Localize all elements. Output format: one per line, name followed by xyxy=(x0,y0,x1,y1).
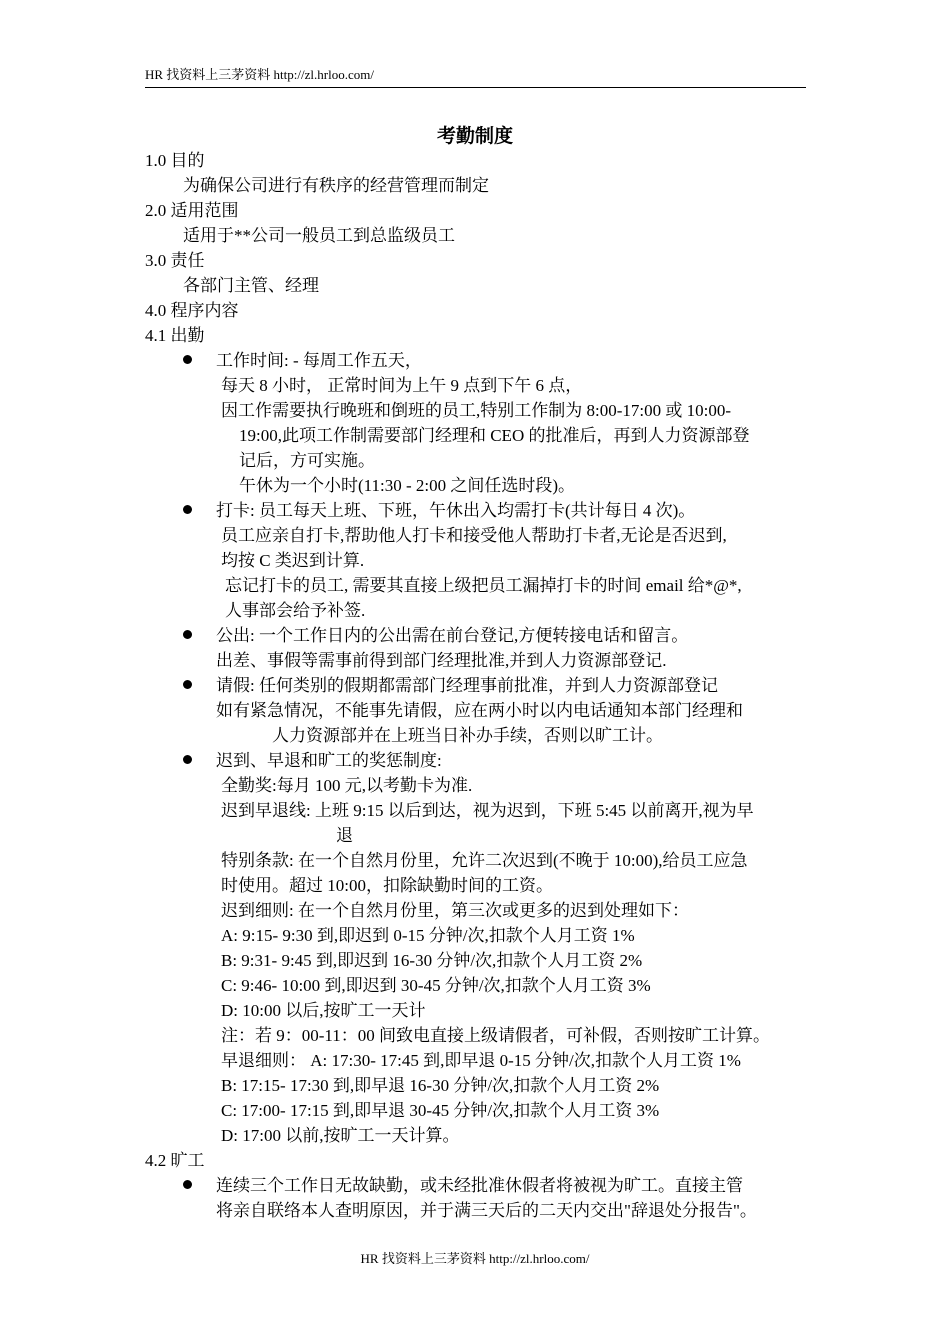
section-3-text: 各部门主管、经理 xyxy=(183,276,319,295)
reward-penalty-line: 时使用。超过 10:00，扣除缺勤时间的工资。 xyxy=(221,876,553,895)
bullet-icon xyxy=(183,755,192,764)
section-2-heading: 2.0 适用范围 xyxy=(145,201,239,220)
reward-penalty-line: C: 17:00- 17:15 到,即早退 30-45 分钟/次,扣款个人月工资 3% xyxy=(221,1101,660,1120)
reward-penalty-line: C: 9:46- 10:00 到,即迟到 30-45 分钟/次,扣款个人月工资 3% xyxy=(221,976,651,995)
reward-penalty-line: A: 9:15- 9:30 到,即迟到 0-15 分钟/次,扣款个人月工资 1% xyxy=(221,926,635,945)
leave-line: 请假: 任何类别的假期都需部门经理事前批准，并到人力资源部登记 xyxy=(216,676,718,695)
absenteeism-line: 连续三个工作日无故缺勤，或未经批准休假者将被视为旷工。直接主管 xyxy=(216,1176,743,1195)
business-out-line: 公出: 一个工作日内的公出需在前台登记,方便转接电话和留言。 xyxy=(216,626,689,645)
bullet-icon xyxy=(183,680,192,689)
work-hours-line: 午休为一个小时(11:30 - 2:00 之间任选时段)。 xyxy=(239,476,576,495)
work-hours-line: 记后，方可实施。 xyxy=(239,451,375,470)
page-footer: HR 找资料上三茅资料 http://zl.hrloo.com/ xyxy=(360,1251,590,1266)
bullet-icon xyxy=(183,355,192,364)
reward-penalty-line: D: 10:00 以后,按旷工一天计 xyxy=(221,1001,426,1020)
punch-line: 打卡: 员工每天上班、下班，午休出入均需打卡(共计每日 4 次)。 xyxy=(216,501,696,520)
reward-penalty-line: 早退细则： A: 17:30- 17:45 到,即早退 0-15 分钟/次,扣款个人月工资 1% xyxy=(221,1051,741,1070)
section-1-text: 为确保公司进行有秩序的经营管理而制定 xyxy=(183,176,489,195)
punch-line: 忘记打卡的员工, 需要其直接上级把员工漏掉打卡的时间 email 给*@*, xyxy=(225,576,742,595)
punch-line: 员工应亲自打卡,帮助他人打卡和接受他人帮助打卡者,无论是否迟到, xyxy=(221,526,727,545)
reward-penalty-line: 注：若 9：00-11：00 间致电直接上级请假者，可补假，否则按旷工计算。 xyxy=(221,1026,771,1045)
section-1-heading: 1.0 目的 xyxy=(145,151,205,170)
section-4-heading: 4.0 程序内容 xyxy=(145,301,239,320)
work-hours-line: 因工作需要执行晚班和倒班的员工,特别工作制为 8:00-17:00 或 10:00- xyxy=(221,401,731,420)
document-title: 考勤制度 xyxy=(436,126,513,147)
reward-penalty-line: 全勤奖:每月 100 元,以考勤卡为准. xyxy=(221,776,473,795)
reward-penalty-line: 特别条款: 在一个自然月份里，允许二次迟到(不晚于 10:00),给员工应急 xyxy=(221,851,748,870)
business-out-line: 出差、事假等需事前得到部门经理批准,并到人力资源部登记. xyxy=(216,651,667,670)
section-2-text: 适用于**公司一般员工到总监级员工 xyxy=(183,226,455,245)
reward-penalty-line: D: 17:00 以前,按旷工一天计算。 xyxy=(221,1126,460,1145)
work-hours-line: 19:00,此项工作制需要部门经理和 CEO 的批准后，再到人力资源部登 xyxy=(239,426,750,445)
reward-penalty-line: B: 9:31- 9:45 到,即迟到 16-30 分钟/次,扣款个人月工资 2% xyxy=(221,951,643,970)
page-header: HR 找资料上三茅资料 http://zl.hrloo.com/ xyxy=(145,66,806,88)
reward-penalty-line: B: 17:15- 17:30 到,即早退 16-30 分钟/次,扣款个人月工资 2% xyxy=(221,1076,660,1095)
work-hours-line: 每天 8 小时， 正常时间为上午 9 点到下午 6 点， xyxy=(221,376,583,395)
work-hours-line: 工作时间: - 每周工作五天， xyxy=(216,351,422,370)
punch-line: 均按 C 类迟到计算. xyxy=(221,551,365,570)
bullet-icon xyxy=(183,505,192,514)
section-3-heading: 3.0 责任 xyxy=(145,251,205,270)
reward-penalty-line: 迟到早退线: 上班 9:15 以后到达，视为迟到，下班 5:45 以前离开,视为早 xyxy=(221,801,754,820)
leave-line: 人力资源部并在上班当日补办手续，否则以旷工计。 xyxy=(272,726,663,745)
punch-line: 人事部会给予补签. xyxy=(225,601,366,620)
bullet-icon xyxy=(183,1180,192,1189)
absenteeism-line: 将亲自联络本人查明原因，并于满三天后的二天内交出"辞退处分报告"。 xyxy=(216,1201,757,1220)
reward-penalty-line: 迟到、早退和旷工的奖惩制度: xyxy=(216,751,442,770)
bullet-icon xyxy=(183,630,192,639)
section-4-1-heading: 4.1 出勤 xyxy=(145,326,205,345)
leave-line: 如有紧急情况，不能事先请假，应在两小时以内电话通知本部门经理和 xyxy=(216,701,743,720)
reward-penalty-line: 迟到细则: 在一个自然月份里，第三次或更多的迟到处理如下： xyxy=(221,901,689,920)
reward-penalty-line: 退 xyxy=(336,826,353,845)
section-4-2-heading: 4.2 旷工 xyxy=(145,1151,205,1170)
